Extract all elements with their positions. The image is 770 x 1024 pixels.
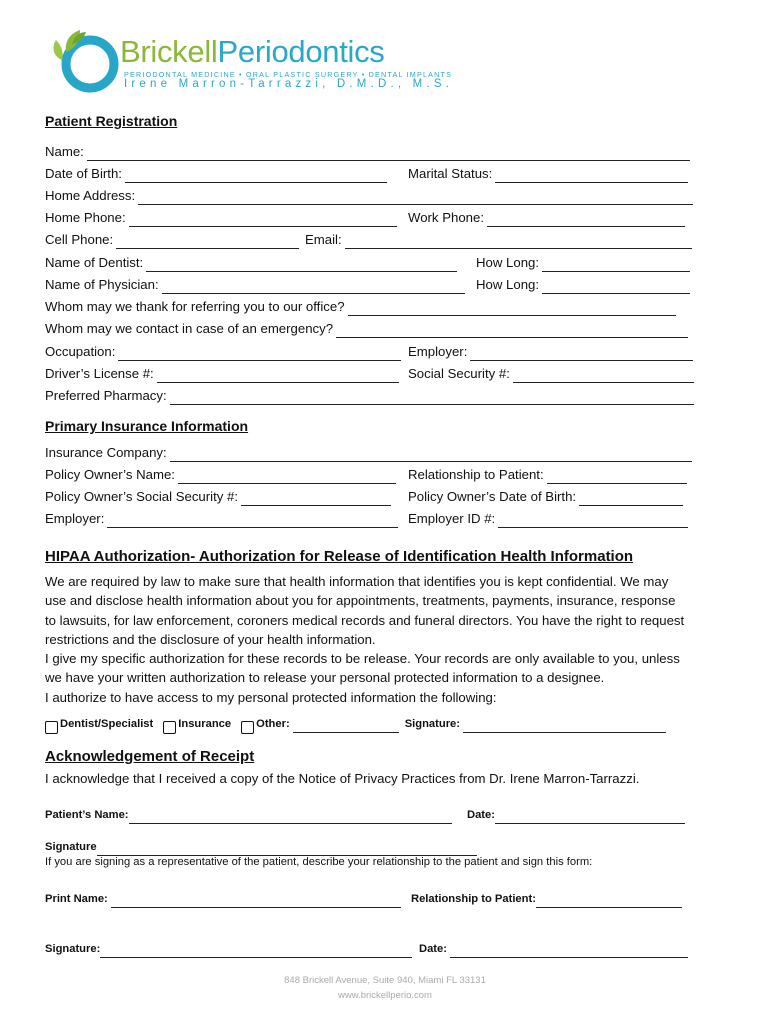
- hipaa-options: Dentist/Specialist Insurance Other: Signature:: [45, 715, 666, 733]
- field-employer-id[interactable]: Employer ID #:: [408, 510, 688, 528]
- hipaa-text: [45, 572, 685, 707]
- section-title-hipaa: HIPAA Authorization- Authorization for Release of Identification Health Information: [45, 548, 634, 565]
- checkbox-dentist-specialist[interactable]: [45, 721, 58, 734]
- field-rep-relationship[interactable]: Relationship to Patient:: [411, 890, 682, 908]
- footer-website[interactable]: www.brickellperio.com: [338, 990, 432, 1001]
- field-physician-how-long[interactable]: How Long:: [476, 276, 690, 294]
- field-social-security[interactable]: Social Security #:: [408, 365, 694, 383]
- field-insurance-employer[interactable]: Employer:: [45, 510, 398, 528]
- representative-note: If you are signing as a representative of the patient, describe your relationship to the patient and sign this form:: [45, 856, 593, 868]
- field-home-phone[interactable]: Home Phone:: [45, 209, 397, 227]
- field-referral[interactable]: Whom may we thank for referring you to our office?: [45, 298, 676, 316]
- field-policy-owner-name[interactable]: Policy Owner’s Name:: [45, 466, 396, 484]
- field-ack-signature[interactable]: Signature: [45, 838, 477, 856]
- hipaa-paragraph-2: I give my specific authorization for these records to be release. Your records are only available to you, unless we have your written authorization to release your personal protected information to a designee.: [45, 651, 680, 686]
- field-dob[interactable]: Date of Birth:: [45, 165, 387, 183]
- hipaa-signature-line[interactable]: [463, 722, 666, 733]
- field-home-address[interactable]: Home Address:: [45, 187, 693, 205]
- field-insurance-company[interactable]: Insurance Company:: [45, 444, 692, 462]
- field-cell-phone[interactable]: Cell Phone:: [45, 231, 299, 249]
- checkbox-insurance[interactable]: [163, 721, 176, 734]
- section-title-registration: Patient Registration: [45, 113, 178, 129]
- other-input-line[interactable]: [293, 722, 399, 733]
- section-title-acknowledgement: Acknowledgement of Receipt: [45, 748, 255, 765]
- field-email[interactable]: Email:: [305, 231, 692, 249]
- logo-icon: [54, 30, 114, 88]
- field-rep-signature[interactable]: Signature:: [45, 940, 412, 958]
- field-ack-date[interactable]: Date:: [467, 806, 685, 824]
- field-occupation[interactable]: Occupation:: [45, 343, 401, 361]
- field-policy-owner-ssn[interactable]: Policy Owner’s Social Security #:: [45, 488, 391, 506]
- field-marital-status[interactable]: Marital Status:: [408, 165, 688, 183]
- field-patient-name[interactable]: Patient’s Name:: [45, 806, 452, 824]
- field-policy-owner-dob[interactable]: Policy Owner’s Date of Birth:: [408, 488, 683, 506]
- section-title-insurance: Primary Insurance Information: [45, 418, 249, 434]
- field-dentist-how-long[interactable]: How Long:: [476, 254, 690, 272]
- hipaa-paragraph-1: We are required by law to make sure that health information that identifies you is kept confidential. We may use and disclose health information about you for appointments, treatments, payments, insurance, response to lawsuits, for law enforcement, coroners medical records and funeral directors. You have the right to request restrictions and the disclosure of your health information.: [45, 574, 685, 647]
- field-dentist[interactable]: Name of Dentist:: [45, 254, 457, 272]
- footer-address: 848 Brickell Avenue, Suite 940, Miami FL 33131: [284, 975, 486, 986]
- doctor-name: Irene Marron-Tarrazzi, D.M.D., M.S.: [124, 78, 454, 90]
- field-physician[interactable]: Name of Physician:: [45, 276, 465, 294]
- hipaa-paragraph-3: I authorize to have access to my personal protected information the following:: [45, 689, 497, 705]
- field-work-phone[interactable]: Work Phone:: [408, 209, 685, 227]
- field-relationship-to-patient[interactable]: Relationship to Patient:: [408, 466, 687, 484]
- field-preferred-pharmacy[interactable]: Preferred Pharmacy:: [45, 387, 694, 405]
- brand-name: BrickellPeriodontics: [120, 34, 385, 69]
- field-emergency-contact[interactable]: Whom may we contact in case of an emergency?: [45, 320, 688, 338]
- field-drivers-license[interactable]: Driver’s License #:: [45, 365, 399, 383]
- field-name[interactable]: Name:: [45, 143, 690, 161]
- field-rep-date[interactable]: Date:: [419, 940, 688, 958]
- field-employer[interactable]: Employer:: [408, 343, 693, 361]
- checkbox-other[interactable]: [241, 721, 254, 734]
- field-print-name[interactable]: Print Name:: [45, 890, 401, 908]
- brand-tagline: PERIODONTAL MEDICINE • ORAL PLASTIC SURGERY • DENTAL IMPLANTS: [124, 70, 453, 79]
- acknowledgement-text: I acknowledge that I received a copy of the Notice of Privacy Practices from Dr. Irene Marron-Tarrazzi.: [45, 771, 640, 786]
